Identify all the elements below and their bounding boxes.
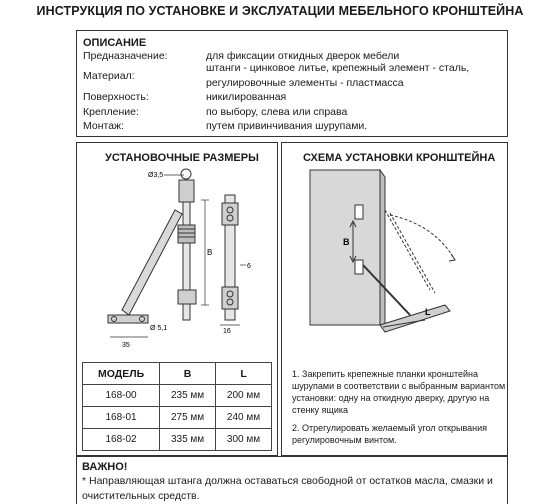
table-cell: 168-02	[83, 429, 160, 451]
scheme-label-l: L	[425, 307, 431, 317]
table-header-l: L	[216, 363, 272, 385]
table-header-row	[83, 363, 272, 385]
desc-value-surface: никилированная	[206, 91, 287, 103]
table-cell: 240 мм	[216, 407, 272, 429]
dim-label-d51: Ø 5,1	[150, 325, 168, 332]
desc-label-fastening: Крепление:	[83, 106, 139, 118]
step-2: 2. Отрегулировать желаемый угол открывания регулировочным винтом.	[292, 423, 488, 445]
table-row	[83, 407, 272, 429]
desc-value-mounting: путем привинчивания шурупами.	[206, 120, 368, 132]
desc-value-material-1: штанги - цинковое литье, крепежный элемент - сталь,	[206, 62, 470, 74]
dim-label-sixteen: 16	[223, 328, 231, 335]
table-cell: 168-01	[83, 407, 160, 429]
desc-label-material: Материал:	[83, 70, 135, 82]
scheme-heading: СХЕМА УСТАНОВКИ КРОНШТЕЙНА	[303, 152, 496, 164]
table-cell: 235 мм	[160, 385, 216, 407]
desc-value-fastening: по выбору, слева или справа	[206, 106, 348, 118]
table-cell: 335 мм	[160, 429, 216, 451]
table-cell: 275 мм	[160, 407, 216, 429]
dim-label-six: 6	[247, 263, 251, 270]
table-cell: 200 мм	[216, 385, 272, 407]
table-row	[83, 429, 272, 451]
models-table	[82, 362, 272, 451]
scheme-drawing	[285, 165, 505, 355]
important-heading: ВАЖНО!	[82, 461, 128, 473]
dim-label-d35: Ø3,5	[148, 172, 164, 179]
table-cell: 168-00	[83, 385, 160, 407]
desc-value-material-2: регулировочные элементы - пластмасса	[206, 77, 404, 89]
desc-label-mounting: Монтаж:	[83, 120, 124, 132]
table-header-model: МОДЕЛЬ	[83, 363, 160, 385]
dim-label-thirtyfive: 35	[122, 342, 130, 349]
dimensions-heading: УСТАНОВОЧНЫЕ РАЗМЕРЫ	[105, 152, 259, 164]
desc-label-surface: Поверхность:	[83, 91, 149, 103]
desc-value-purpose: для фиксации откидных дверок мебели	[206, 50, 400, 62]
dim-label-b: B	[207, 248, 213, 257]
installation-steps	[292, 368, 512, 452]
step-1: 1. Закрепить крепежные планки кронштейна шурупами в соответствии с выбранным вариантом установки: одну на откидную дверку, другую на стенку ящика	[292, 369, 506, 415]
table-cell: 300 мм	[216, 429, 272, 451]
description-heading: ОПИСАНИЕ	[83, 37, 147, 49]
table-header-b: B	[160, 363, 216, 385]
desc-label-purpose: Предназначение:	[83, 50, 168, 62]
page-title: ИНСТРУКЦИЯ ПО УСТАНОВКЕ И ЭКСЛУАТАЦИИ МЕБЕЛЬНОГО КРОНШТЕЙНА	[36, 4, 524, 18]
table-row	[83, 385, 272, 407]
important-text: * Направляющая штанга должна оставаться свободной от остатков масла, смазки и очистительных средств.	[82, 475, 493, 502]
scheme-label-b: B	[343, 237, 350, 247]
dimensions-drawing	[80, 165, 275, 355]
